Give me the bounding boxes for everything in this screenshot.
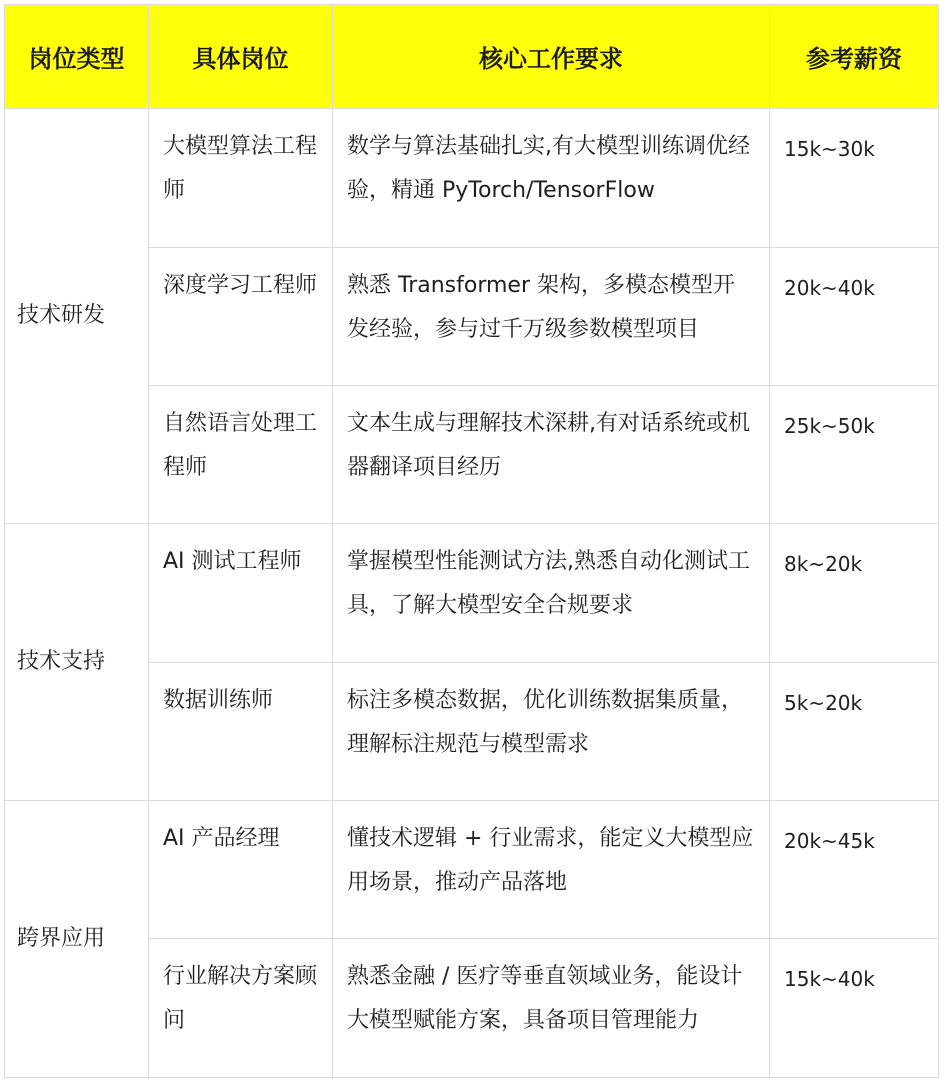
requirement-cell: 数学与算法基础扎实,有大模型训练调优经验，精通 PyTorch/TensorFlow (333, 109, 770, 248)
job-table-container (4, 4, 938, 1078)
table-header (5, 5, 939, 109)
salary-cell: 20k~45k (770, 801, 939, 939)
salary-cell: 20k~40k (770, 248, 939, 386)
header-row (5, 5, 939, 109)
table-row (5, 109, 939, 248)
position-cell: 数据训练师 (149, 663, 333, 801)
salary-cell: 15k~30k (770, 109, 939, 248)
salary-cell: 15k~40k (770, 939, 939, 1078)
job-table (4, 4, 939, 1078)
position-cell: 深度学习工程师 (149, 248, 333, 386)
requirement-cell: 熟悉金融 / 医疗等垂直领域业务，能设计大模型赋能方案，具备项目管理能力 (333, 939, 770, 1078)
header-job-type: 岗位类型 (5, 5, 149, 109)
job-type-cell: 技术支持 (5, 524, 149, 801)
salary-cell: 25k~50k (770, 386, 939, 524)
table-row (5, 524, 939, 663)
position-cell: AI 测试工程师 (149, 524, 333, 663)
requirement-cell: 标注多模态数据，优化训练数据集质量，理解标注规范与模型需求 (333, 663, 770, 801)
requirement-cell: 懂技术逻辑 + 行业需求，能定义大模型应用场景，推动产品落地 (333, 801, 770, 939)
requirement-cell: 文本生成与理解技术深耕,有对话系统或机器翻译项目经历 (333, 386, 770, 524)
salary-cell: 8k~20k (770, 524, 939, 663)
position-cell: 行业解决方案顾问 (149, 939, 333, 1078)
header-salary: 参考薪资 (770, 5, 939, 109)
header-requirements: 核心工作要求 (333, 5, 770, 109)
job-type-cell: 技术研发 (5, 109, 149, 524)
job-type-cell: 跨界应用 (5, 801, 149, 1078)
header-position: 具体岗位 (149, 5, 333, 109)
position-cell: AI 产品经理 (149, 801, 333, 939)
requirement-cell: 熟悉 Transformer 架构，多模态模型开发经验，参与过千万级参数模型项目 (333, 248, 770, 386)
table-row (5, 801, 939, 939)
table-body (5, 109, 939, 1078)
position-cell: 大模型算法工程师 (149, 109, 333, 248)
position-cell: 自然语言处理工程师 (149, 386, 333, 524)
requirement-cell: 掌握模型性能测试方法,熟悉自动化测试工具，了解大模型安全合规要求 (333, 524, 770, 663)
salary-cell: 5k~20k (770, 663, 939, 801)
